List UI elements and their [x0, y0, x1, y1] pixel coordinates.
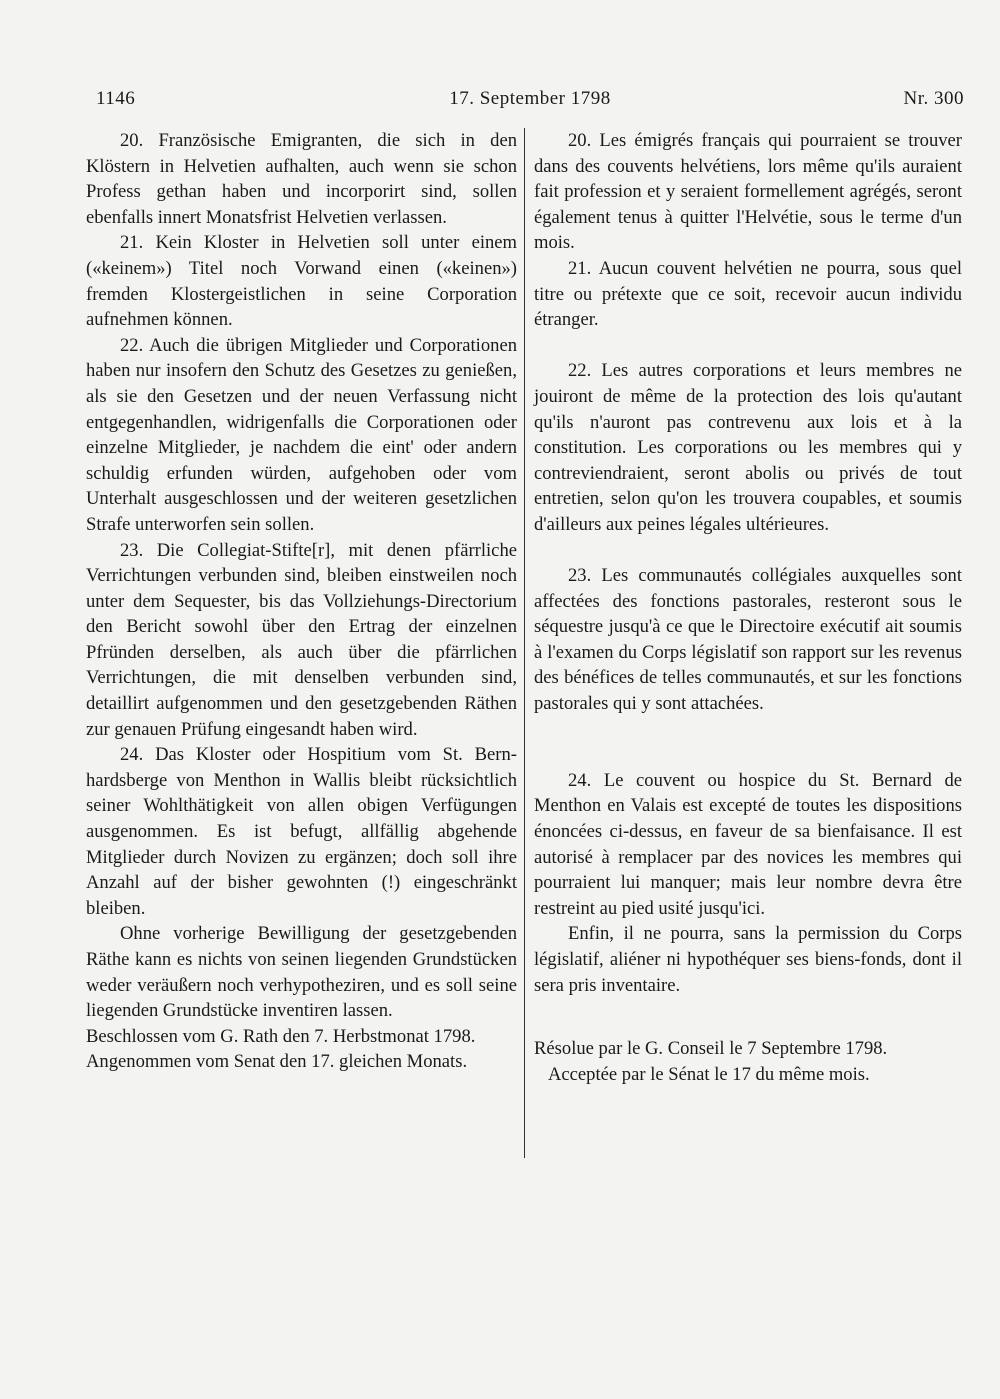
article-23-de: 23. Die Collegiat-Stifte[r], mit denen pfärrliche Verrichtungen verbunden sind, bleiben einstweilen noch unter dem Sequester, bis das Vollziehungs-Directorium den Bericht sowohl über den Ertrag der einzelnen Pfründen derselben, als auch über die pfärrlichen Verrichtungen, die mit denselben verbunden sind, detaillirt aufgenommen und den gesetzgebenden Räthen zur genauen Prüfung eingesandt haben wird.: [86, 539, 517, 740]
acceptance-line-de: Angenommen vom Senat den 17. gleichen Monats.: [86, 1051, 468, 1073]
acceptance-line-fr: Acceptée par le Sénat le 17 du même mois.: [548, 1063, 870, 1085]
german-column: [86, 128, 517, 1075]
column-divider: [524, 128, 525, 1158]
article-22-fr: 22. Les autres corporations et leurs membres ne jouiront de même de la protection des lois qu'autant qu'ils n'auront pas contrevenu aux lois et à la constitution. Les corporations ou les membres qui y contreviendraient, seront abolis ou privés de tout entretien, selon qu'on les trouvera coupables, et soumis d'ailleurs aux peines légales ultérieures.: [534, 360, 962, 535]
article-20-fr: 20. Les émigrés français qui pourraient se trouver dans des couvents helvétiens, lors même qu'ils auraient fait profession et y seraient formellement agrégés, seront également tenus à quitter l'Helvétie, sous le terme d'un mois.: [534, 130, 962, 254]
french-column: [534, 128, 962, 1087]
resolution-line-fr: Résolue par le G. Conseil le 7 Septembre 1798.: [534, 1038, 888, 1060]
signature-block-fr: [534, 1036, 962, 1087]
header-date: 17. September 1798: [449, 88, 611, 109]
article-21-fr: 21. Aucun couvent helvétien ne pourra, sous quel titre ou prétexte que ce soit, recevoir aucun individu étranger.: [534, 257, 962, 331]
article-21-de: 21. Kein Kloster in Helvetien soll unter einem («keinem») Titel noch Vorwand einen («keinen») fremden Klostergeistlichen in seine Corporation aufnehmen können.: [86, 232, 517, 331]
article-20-de: 20. Französische Emigranten, die sich in den Klöstern in Helvetien aufhalten, auch wenn sie schon Profess gethan haben und incorporirt sind, sollen ebenfalls innert Monatsfrist Helvetien verlassen.: [86, 130, 517, 228]
page-number: 1146: [96, 88, 136, 109]
article-22-de: 22. Auch die übrigen Mitglieder und Corporationen haben nur insofern den Schutz des Gesetzes zu genießen, als sie den Gesetzen und der neuen Verfassung nicht entgegenhandlen, widrigenfalls die Corporationen oder einzelne Mitglieder, je nachdem die eint' oder andern schuldig erfunden würden, aufgehoben oder vom Unterhalt ausgeschlossen und der weiteren gesetzlichen Strafe unterworfen sein sollen.: [86, 334, 517, 535]
resolution-line-de: Beschlossen vom G. Rath den 7. Herbstmonat 1798.: [86, 1025, 476, 1047]
paragraph-ohne-de: Ohne vorherige Bewilligung der gesetzgebenden Räthe kann es nichts von seinen liegenden Grundstücken weder veräußern noch verhypotheziren, und es soll seine liegenden Grundstücke inventiren lassen.: [86, 923, 517, 1022]
article-24-de: 24. Das Kloster oder Hospitium vom St. Bernhardsberge von Menthon in Wallis bleibt rücksichtlich seiner Wohlthätigkeit von allen obigen Verfügungen ausgenommen. Es ist befugt, allfällig abgehende Mitglieder durch Novizen zu ergänzen; doch soll ihre Anzahl auf der bisher gewohnten (!) eingeschränkt bleiben.: [86, 744, 517, 919]
document-number: Nr. 300: [903, 88, 964, 109]
paragraph-enfin-fr: Enfin, il ne pourra, sans la permission du Corps législatif, aliéner ni hypothéquer ses biens-fonds, dont il sera pris inventaire.: [534, 923, 962, 996]
article-24-fr: 24. Le couvent ou hospice du St. Bernard de Menthon en Valais est excepté de toutes les dispositions énoncées ci-dessus, en faveur de sa bienfaisance. Il est autorisé à remplacer par des novices les membres qui pourraient lui manquer; mais leur nombre devra être restreint au pied usité jusqu'ici.: [534, 769, 962, 919]
page-header: [96, 88, 964, 116]
article-23-fr: 23. Les communautés collégiales auxquelles sont affectées des fonctions pastorales, resteront sous le séquestre jusqu'à ce que le Directoire exécutif ait soumis à l'examen du Corps législatif son rapport sur les revenus des bénéfices de telles communautés, et sur les fonctions pastorales qui y sont attachées.: [534, 565, 962, 715]
